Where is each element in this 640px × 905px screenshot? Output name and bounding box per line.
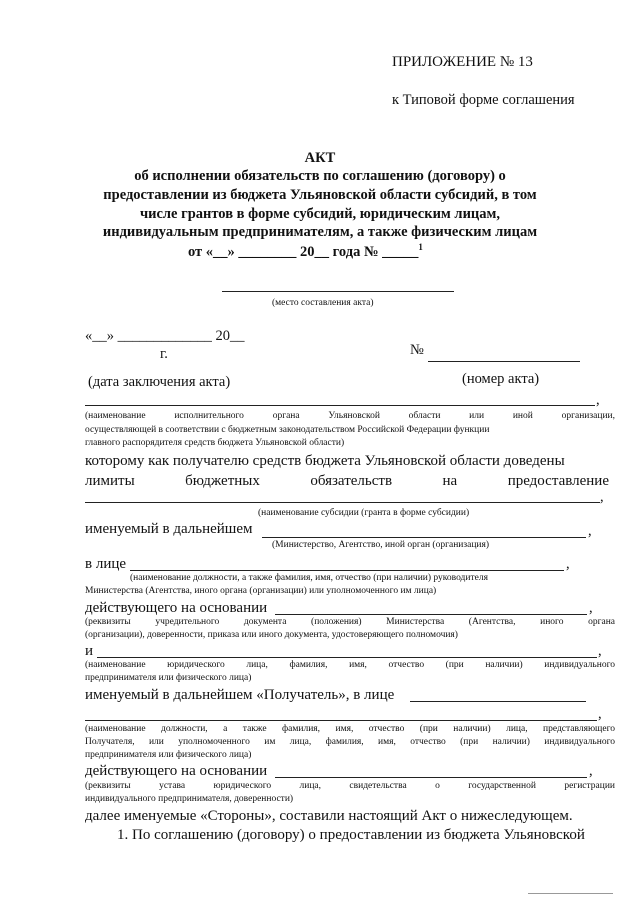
and-comma: ,: [598, 643, 602, 659]
recipient-rep-field-line-1[interactable]: [410, 701, 586, 702]
recipient-word-4: на: [442, 473, 458, 489]
form-reference: к Типовой форме соглашения: [392, 92, 575, 108]
date-caption: (дата заключения акта): [88, 374, 231, 390]
parties-line: далее именуемые «Стороны», составили настоящий Акт о нижеследующем.: [85, 808, 573, 824]
rep-caption-2: Получателя, или уполномоченного им лица, фамилия, имя, отчество (при наличии) индивидуального: [85, 737, 615, 747]
recipient-word-3: обязательств: [310, 473, 393, 489]
org-caption-2: осуществляющей в соответствии с бюджетным законодательством Российской Федерации функции: [85, 425, 490, 435]
subsidy-caption: (наименование субсидии (гранта в форме субсидии): [258, 508, 470, 518]
subsidy-field-line[interactable]: [85, 502, 600, 503]
ministry-caption: (Министерство, Агентство, иной орган (организация): [272, 540, 490, 550]
hereinafter-label-1: именуемый в дальнейшем: [85, 521, 253, 537]
legal-caption-1: (наименование юридического лица, фамилия, имя, отчество (при наличии) индивидуального: [85, 660, 615, 670]
hereinafter-comma-1: ,: [588, 523, 592, 539]
recipient-word-2: бюджетных: [185, 473, 260, 489]
recipient-hereinafter-label: именуемый в дальнейшем «Получатель», в лице: [85, 687, 395, 703]
and-label: и: [85, 643, 94, 659]
basis-field-line-1[interactable]: [275, 614, 587, 615]
number-sign: №: [410, 342, 424, 358]
acting-basis-comma-1: ,: [589, 600, 593, 616]
position-caption-1: (наименование должности, а также фамилия, имя, отчество (при наличии) руководителя: [130, 573, 488, 583]
head-field-line[interactable]: [130, 570, 564, 571]
in-person-label: в лице: [85, 556, 127, 572]
recipient-rep-field-line-2[interactable]: [85, 720, 597, 721]
acting-basis-comma-2: ,: [589, 763, 593, 779]
charter-caption-1: (реквизиты устава юридического лица, свидетельства о государственной регистрации: [85, 781, 615, 791]
rep-caption-3: предпринимателя или физического лица): [85, 750, 252, 760]
subsidy-comma: ,: [600, 489, 604, 505]
title-line-1: об исполнении обязательств по соглашению (договору) о: [134, 168, 506, 184]
recipient-word-5: предоставление: [507, 473, 609, 489]
org-field-line[interactable]: [85, 405, 595, 406]
recipient-line-1: которому как получателю средств бюджета Ульяновской области доведены: [85, 453, 565, 469]
number-caption: (номер акта): [462, 371, 540, 387]
recipient-word-1: лимиты: [85, 473, 135, 489]
appendix-number: ПРИЛОЖЕНИЕ № 13: [392, 54, 533, 70]
title-heading: АКТ: [304, 150, 336, 166]
footnote-separator: [528, 893, 613, 894]
ministry-field-line[interactable]: [262, 537, 586, 538]
in-person-comma: ,: [566, 556, 570, 572]
place-caption: (место составления акта): [272, 298, 374, 308]
title-line-2: предоставлении из бюджета Ульяновской области субсидий, в том: [103, 187, 537, 203]
footnote-mark: 1: [418, 242, 423, 252]
org-caption-3: главного распорядителя средств бюджета Ульяновской области): [85, 438, 345, 448]
item-1: 1. По соглашению (договору) о предоставлении из бюджета Ульяновской: [117, 827, 585, 843]
title-line-4: индивидуальным предпринимателям, а также физическим лицам: [102, 224, 538, 240]
charter-caption-2: индивидуального предпринимателя, доверенности): [85, 794, 294, 804]
acting-basis-label-2: действующего на основании: [85, 763, 268, 779]
title-line-3: числе грантов в форме субсидий, юридическим лицам,: [139, 206, 501, 222]
org-comma: ,: [596, 392, 600, 408]
recipient-line-2: [85, 473, 609, 490]
rep-caption-1: (наименование должности, а также фамилия, имя, отчество (при наличии) лица, представляющего: [85, 724, 615, 734]
title-date-line: [188, 242, 423, 261]
place-field-line[interactable]: [222, 291, 454, 292]
recipient-name-field-line[interactable]: [97, 657, 597, 658]
recipient-comma: ,: [598, 706, 602, 722]
legal-caption-2: предпринимателя или физического лица): [85, 673, 252, 683]
title-date-text: от «__» ________ 20__ года № _____: [188, 243, 419, 260]
year-suffix: г.: [160, 346, 168, 362]
act-number-line[interactable]: [428, 361, 580, 362]
basis-field-line-2[interactable]: [275, 777, 587, 778]
docs-caption-2: (организации), доверенности, приказа или иного документа, удостоверяющего полномочия): [85, 630, 458, 640]
date-fill[interactable]: «__» _____________ 20__: [85, 328, 245, 344]
position-caption-2: Министерства (Агентства, иного органа (организации) или уполномоченного им лица): [85, 586, 437, 596]
acting-basis-label-1: действующего на основании: [85, 600, 268, 616]
docs-caption-1: (реквизиты учредительного документа (положения) Министерства (Агентства, иного органа: [85, 617, 615, 627]
org-caption-1: (наименование исполнительного органа Ульяновской области или иной организации,: [85, 411, 615, 421]
